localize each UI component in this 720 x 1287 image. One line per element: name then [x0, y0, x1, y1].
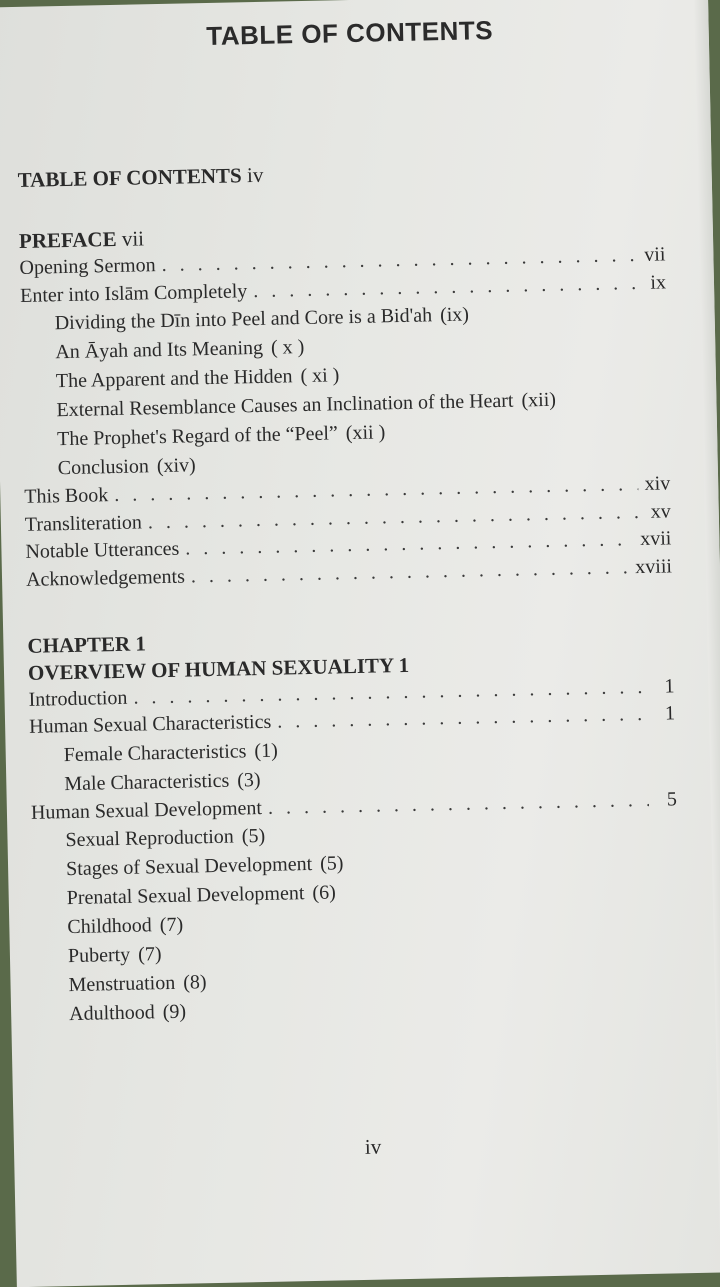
toc-subentry-page: (8): [182, 971, 207, 995]
preface-page: vii: [121, 226, 145, 251]
toc-entry-label: Transliteration: [24, 511, 143, 536]
toc-subentry-label: Dividing the Dīn into Peel and Core is a Bid'ah: [54, 304, 433, 335]
toc-subentry-label: Childhood: [67, 914, 153, 939]
toc-entry-label: Human Sexual Characteristics: [28, 710, 272, 739]
toc-entry-label: Notable Utterances: [25, 538, 180, 564]
toc-subentry-label: Female Characteristics: [63, 740, 247, 766]
toc-subentry-page: (9): [162, 1000, 187, 1024]
toc-entry-page: xv: [650, 500, 672, 523]
toc-entry-page: 5: [666, 788, 678, 811]
toc-section-page: iv: [246, 162, 264, 188]
toc-subentry-label: Puberty: [67, 944, 131, 968]
toc-subentry-label: Prenatal Sexual Development: [66, 882, 305, 910]
toc-subentry-page: (1): [254, 739, 278, 762]
toc-subentry-page: ( x ): [270, 336, 305, 359]
toc-subentry-page: (3): [237, 768, 261, 792]
toc-entry-page: vii: [644, 243, 666, 266]
table-of-contents: [17, 153, 681, 1030]
page-number: iv: [364, 1134, 382, 1159]
toc-subentry-page: (7): [137, 943, 162, 966]
toc-subentry-label: Adulthood: [68, 1001, 155, 1026]
toc-entry-page: xvii: [640, 527, 672, 551]
preface-label: PREFACE: [18, 226, 117, 253]
toc-entry-label: Human Sexual Development: [30, 796, 263, 824]
toc-subentry-label: External Resemblance Causes an Inclination of the Heart: [56, 389, 514, 422]
toc-subentry-page: (5): [319, 852, 344, 876]
toc-subentry-page: (5): [241, 825, 266, 848]
toc-entry-page: xviii: [635, 555, 673, 579]
chapter-label: CHAPTER 1: [27, 630, 147, 658]
chapter-title-page: 1: [398, 652, 410, 677]
toc-entry-label: Introduction: [28, 686, 128, 711]
toc-entry-page: xiv: [644, 472, 671, 496]
page-header: TABLE OF CONTENTS: [206, 14, 494, 51]
toc-subentry-page: (xii): [521, 388, 557, 412]
toc-subentry-label: Male Characteristics: [64, 769, 230, 795]
toc-subentry-label: The Prophet's Regard of the “Peel”: [56, 422, 339, 451]
toc-subentry-label: An Āyah and Its Meaning: [55, 337, 264, 364]
toc-subentry-label: The Apparent and the Hidden: [55, 365, 293, 393]
toc-entry-page: 1: [664, 702, 676, 725]
toc-entry-label: Opening Sermon: [19, 254, 156, 279]
toc-entry-page: ix: [650, 271, 667, 294]
toc-subentry-page: (7): [159, 914, 184, 937]
toc-subentry-label: Conclusion: [57, 455, 150, 480]
page-edge: [694, 0, 720, 1272]
toc-subentry-page: (xiv): [156, 454, 196, 478]
toc-subentry-page: ( xi ): [300, 364, 340, 388]
toc-subentry-label: Stages of Sexual Development: [65, 853, 313, 881]
toc-entry-label: Acknowledgements: [25, 565, 186, 591]
toc-subentry-page: (ix): [439, 303, 470, 327]
toc-entry-label: This Book: [24, 484, 109, 509]
toc-subentry-label: Sexual Reproduction: [65, 825, 235, 852]
toc-subentry-page: (xii ): [345, 421, 386, 445]
toc-subentry-page: (6): [312, 881, 336, 905]
chapter-title-text: OVERVIEW OF HUMAN SEXUALITY: [27, 652, 394, 685]
toc-entry-label: Enter into Islām Completely: [19, 279, 248, 307]
toc-entry-page: 1: [664, 674, 675, 698]
toc-subentry-label: Menstruation: [68, 972, 176, 997]
toc-section-label: TABLE OF CONTENTS: [17, 163, 242, 192]
